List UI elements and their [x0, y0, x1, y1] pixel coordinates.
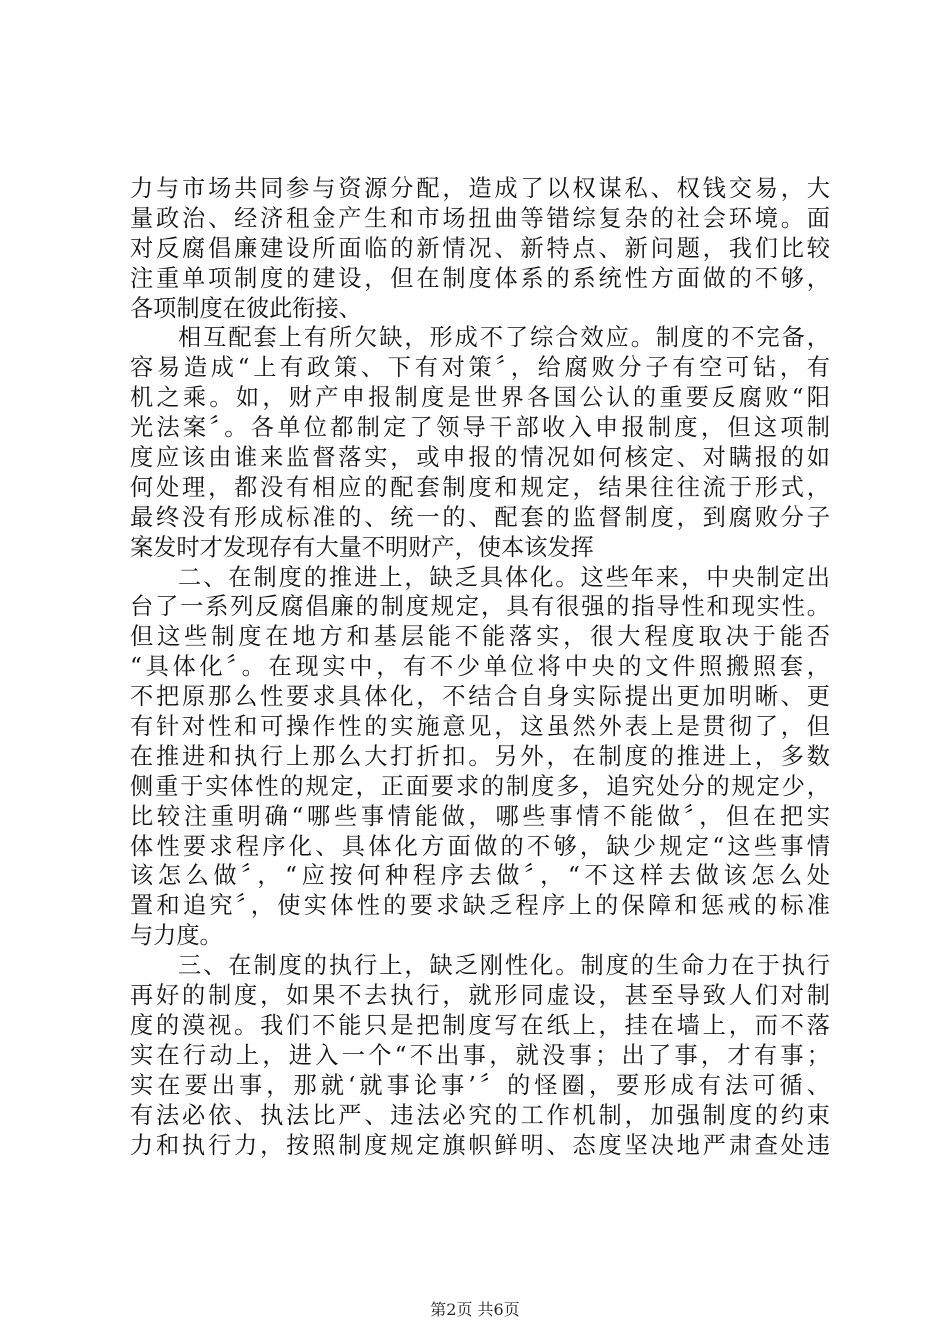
- text-line: 但这些制度在地方和基层能不能落实，很大程度取决于能否: [130, 623, 830, 651]
- text-line: 置和追究〞，使实体性的要求缺乏程序上的保障和惩戒的标准: [130, 892, 830, 920]
- text-line: 量政治、经济租金产生和市场扭曲等错综复杂的社会环境。面: [130, 204, 830, 232]
- text-line: 力与市场共同参与资源分配，造成了以权谋私、权钱交易，大: [130, 175, 830, 202]
- text-line: 各项制度在彼此衔接、: [130, 294, 362, 322]
- text-line: 在推进和执行上那么大打折扣。另外，在制度的推进上，多数: [130, 742, 830, 770]
- paragraph-start-line: 相互配套上有所欠缺，形成不了综合效应。制度的不完备，: [178, 324, 830, 352]
- text-line: 何处理，都没有相应的配套制度和规定，结果往往流于形式，: [130, 473, 830, 501]
- text-line: 台了一系列反腐倡廉的制度规定，具有很强的指导性和现实性。: [130, 593, 830, 621]
- text-line: 比较注重明确“哪些事情能做，哪些事情不能做〞，但在把实: [130, 802, 830, 830]
- text-line: 注重单项制度的建设，但在制度体系的系统性方面做的不够，: [130, 264, 830, 292]
- text-line: 体性要求程序化、具体化方面做的不够，缺少规定“这些事情: [130, 832, 830, 860]
- text-line: 光法案〞。各单位都制定了领导干部收入申报制度，但这项制: [130, 414, 830, 442]
- body-text: [130, 174, 830, 1160]
- text-line: 度的漠视。我们不能只是把制度写在纸上，挂在墙上，而不落: [130, 1011, 830, 1039]
- text-line: 容易造成“上有政策、下有对策〞，给腐败分子有空可钻，有: [130, 354, 830, 382]
- text-line: 机之乘。如，财产申报制度是世界各国公认的重要反腐败“阳: [130, 384, 830, 412]
- text-line: 案发时才发现存有大量不明财产，使本该发挥: [130, 533, 594, 561]
- page-number-footer: 第2页 共6页: [430, 1300, 520, 1319]
- text-line: 实在要出事，那就‘就事论事’〞的怪圈，要形成有法可循、: [130, 1071, 830, 1099]
- text-line: 最终没有形成标准的、统一的、配套的监督制度，到腐败分子: [130, 503, 830, 531]
- text-line: 有针对性和可操作性的实施意见，这虽然外表上是贯彻了，但: [130, 713, 830, 741]
- paragraph-start-line: 三、在制度的执行上，缺乏刚性化。制度的生命力在于执行: [178, 952, 830, 980]
- text-line: 对反腐倡廉建设所面临的新情况、新特点、新问题，我们比较: [130, 234, 830, 262]
- text-line: 该怎么做〞，“应按何种程序去做〞，“不这样去做该怎么处: [130, 862, 830, 890]
- text-line: 再好的制度，如果不去执行，就形同虚设，甚至导致人们对制: [130, 982, 830, 1010]
- text-line: 不把原那么性要求具体化，不结合自身实际提出更加明晰、更: [130, 683, 830, 711]
- text-line: 度应该由谁来监督落实，或申报的情况如何核定、对瞒报的如: [130, 444, 830, 472]
- text-line: 实在行动上，进入一个“不出事，就没事；出了事，才有事；: [130, 1041, 830, 1069]
- text-line: 力和执行力，按照制度规定旗帜鲜明、态度坚决地严肃查处违: [130, 1131, 830, 1159]
- paragraph-start-line: 二、在制度的推进上，缺乏具体化。这些年来，中央制定出: [178, 563, 830, 591]
- text-line: 与力度。: [130, 922, 223, 950]
- text-line: 有法必依、执法比严、违法必究的工作机制，加强制度的约束: [130, 1101, 830, 1129]
- text-line: 侧重于实体性的规定，正面要求的制度多，追究处分的规定少，: [130, 772, 830, 800]
- text-line: “具体化〞。在现实中，有不少单位将中央的文件照搬照套，: [130, 653, 830, 681]
